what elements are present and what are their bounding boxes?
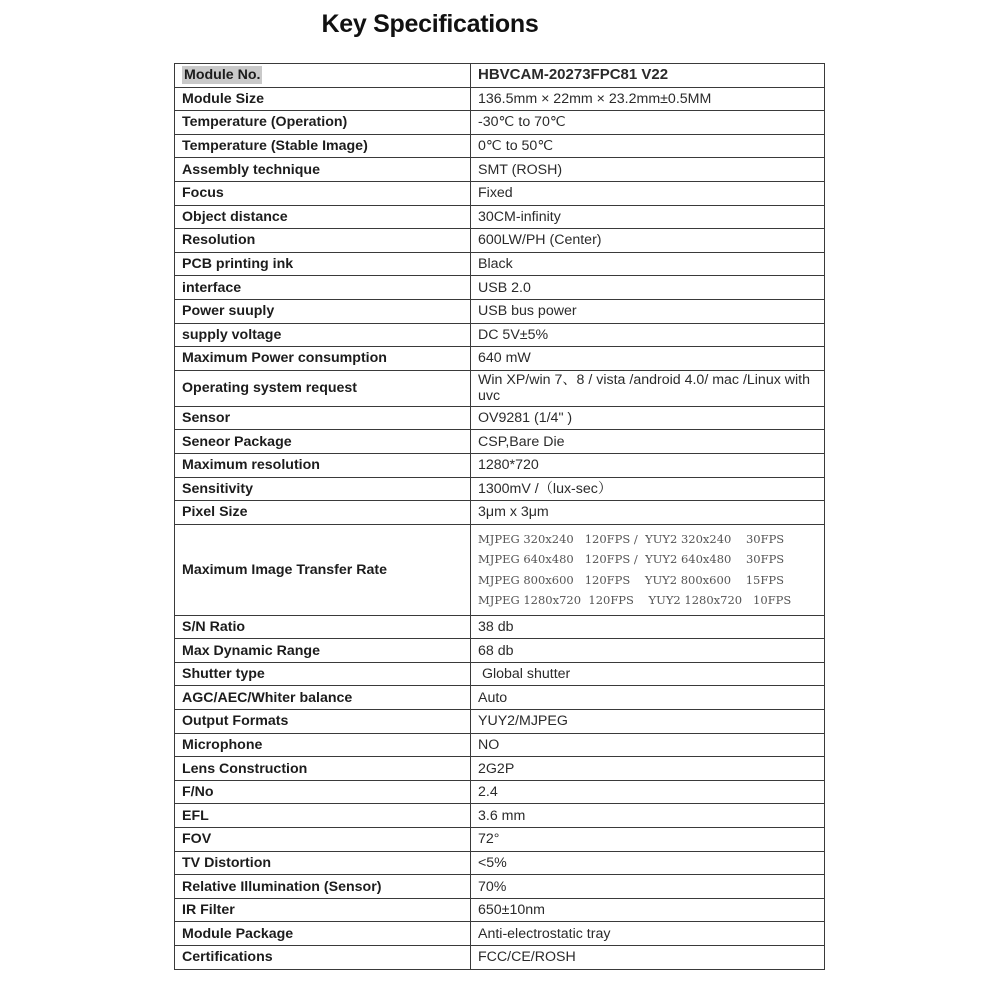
- spec-value: OV9281 (1/4" ): [471, 406, 825, 430]
- table-row: [175, 453, 825, 477]
- table-row: [175, 252, 825, 276]
- spec-value: 600LW/PH (Center): [471, 229, 825, 253]
- spec-value: 136.5mm × 22mm × 23.2mm±0.5MM: [471, 87, 825, 111]
- table-row: [175, 111, 825, 135]
- table-row: [175, 851, 825, 875]
- spec-key: Max Dynamic Range: [175, 639, 471, 663]
- table-row: [175, 639, 825, 663]
- spec-value: <5%: [471, 851, 825, 875]
- spec-value: 72°: [471, 828, 825, 852]
- spec-key: [175, 64, 471, 88]
- table-row: [175, 828, 825, 852]
- spec-key: Maximum Power consumption: [175, 347, 471, 371]
- spec-value: USB bus power: [471, 299, 825, 323]
- spec-value: NO: [471, 733, 825, 757]
- spec-key: Lens Construction: [175, 757, 471, 781]
- table-row: [175, 757, 825, 781]
- spec-key: FOV: [175, 828, 471, 852]
- spec-value: 640 mW: [471, 347, 825, 371]
- spec-value: Anti-electrostatic tray: [471, 922, 825, 946]
- spec-key: Resolution: [175, 229, 471, 253]
- table-row: [175, 299, 825, 323]
- spec-value: CSP,Bare Die: [471, 430, 825, 454]
- spec-key: Module Package: [175, 922, 471, 946]
- spec-value: 0℃ to 50℃: [471, 134, 825, 158]
- table-row: [175, 615, 825, 639]
- spec-key-highlight: Module No.: [184, 67, 261, 84]
- table-row: [175, 406, 825, 430]
- spec-key: S/N Ratio: [175, 615, 471, 639]
- spec-key: Sensitivity: [175, 477, 471, 501]
- table-row: [175, 946, 825, 970]
- spec-key: Shutter type: [175, 662, 471, 686]
- spec-value: Win XP/win 7、8 / vista /android 4.0/ mac /Linux with uvc: [471, 370, 825, 406]
- spec-value: Black: [471, 252, 825, 276]
- spec-value: 68 db: [471, 639, 825, 663]
- spec-table: [174, 63, 825, 970]
- spec-value: 2.4: [471, 780, 825, 804]
- spec-value: YUY2/MJPEG: [471, 710, 825, 734]
- spec-key: Output Formats: [175, 710, 471, 734]
- spec-key: Assembly technique: [175, 158, 471, 182]
- spec-key: IR Filter: [175, 898, 471, 922]
- spec-value: 3μm x 3μm: [471, 501, 825, 525]
- spec-key: TV Distortion: [175, 851, 471, 875]
- transfer-rate-line: MJPEG 1280x720 120FPS YUY2 1280x720 10FPS: [478, 593, 792, 608]
- table-row: [175, 898, 825, 922]
- table-row-module-no: [175, 64, 825, 88]
- table-row: [175, 804, 825, 828]
- spec-value: 70%: [471, 875, 825, 899]
- spec-key: supply voltage: [175, 323, 471, 347]
- table-row: [175, 323, 825, 347]
- transfer-rate-line: MJPEG 800x600 120FPS YUY2 800x600 15FPS: [478, 572, 784, 587]
- table-row: [175, 922, 825, 946]
- spec-key: Pixel Size: [175, 501, 471, 525]
- spec-value: Global shutter: [471, 662, 825, 686]
- spec-value: Fixed: [471, 181, 825, 205]
- table-row: [175, 733, 825, 757]
- spec-value: 650±10nm: [471, 898, 825, 922]
- spec-value: 30CM-infinity: [471, 205, 825, 229]
- spec-key: Relative Illumination (Sensor): [175, 875, 471, 899]
- table-row: [175, 158, 825, 182]
- spec-key: F/No: [175, 780, 471, 804]
- spec-value: Auto: [471, 686, 825, 710]
- table-row: [175, 134, 825, 158]
- table-row: [175, 347, 825, 371]
- spec-key: Sensor: [175, 406, 471, 430]
- spec-key: EFL: [175, 804, 471, 828]
- table-row: [175, 477, 825, 501]
- spec-key: Microphone: [175, 733, 471, 757]
- table-row-transfer-rate: [175, 524, 825, 615]
- table-row: [175, 501, 825, 525]
- spec-key: AGC/AEC/Whiter balance: [175, 686, 471, 710]
- spec-key: Module Size: [175, 87, 471, 111]
- spec-value: 3.6 mm: [471, 804, 825, 828]
- spec-key: interface: [175, 276, 471, 300]
- table-row: [175, 875, 825, 899]
- table-row: [175, 780, 825, 804]
- spec-value: FCC/CE/ROSH: [471, 946, 825, 970]
- spec-key: Operating system request: [175, 370, 471, 406]
- spec-key: Power suuply: [175, 299, 471, 323]
- transfer-rate-line: MJPEG 640x480 120FPS / YUY2 640x480 30FPS: [478, 552, 785, 567]
- spec-value: USB 2.0: [471, 276, 825, 300]
- table-row: [175, 205, 825, 229]
- table-row: [175, 276, 825, 300]
- spec-key: PCB printing ink: [175, 252, 471, 276]
- spec-value: SMT (ROSH): [471, 158, 825, 182]
- table-row: [175, 686, 825, 710]
- spec-value: DC 5V±5%: [471, 323, 825, 347]
- spec-key: Maximum resolution: [175, 453, 471, 477]
- spec-key: Seneor Package: [175, 430, 471, 454]
- transfer-rate-list: [471, 524, 825, 615]
- table-row: [175, 430, 825, 454]
- spec-value: 38 db: [471, 615, 825, 639]
- spec-value: 2G2P: [471, 757, 825, 781]
- spec-key: Temperature (Stable Image): [175, 134, 471, 158]
- table-row: [175, 662, 825, 686]
- table-row: [175, 229, 825, 253]
- table-row-os: [175, 370, 825, 406]
- spec-key: Object distance: [175, 205, 471, 229]
- table-row: [175, 87, 825, 111]
- spec-value: -30℃ to 70℃: [471, 111, 825, 135]
- transfer-rate-line: MJPEG 320x240 120FPS / YUY2 320x240 30FPS: [478, 531, 785, 546]
- spec-key: Maximum Image Transfer Rate: [175, 524, 471, 615]
- page-title: Key Specifications: [321, 10, 539, 38]
- spec-key: Temperature (Operation): [175, 111, 471, 135]
- spec-value: 1300mV /（lux-sec）: [471, 477, 825, 501]
- spec-value: HBVCAM-20273FPC81 V22: [471, 64, 825, 88]
- table-row: [175, 710, 825, 734]
- spec-value: 1280*720: [471, 453, 825, 477]
- table-row: [175, 181, 825, 205]
- spec-key: Certifications: [175, 946, 471, 970]
- spec-key: Focus: [175, 181, 471, 205]
